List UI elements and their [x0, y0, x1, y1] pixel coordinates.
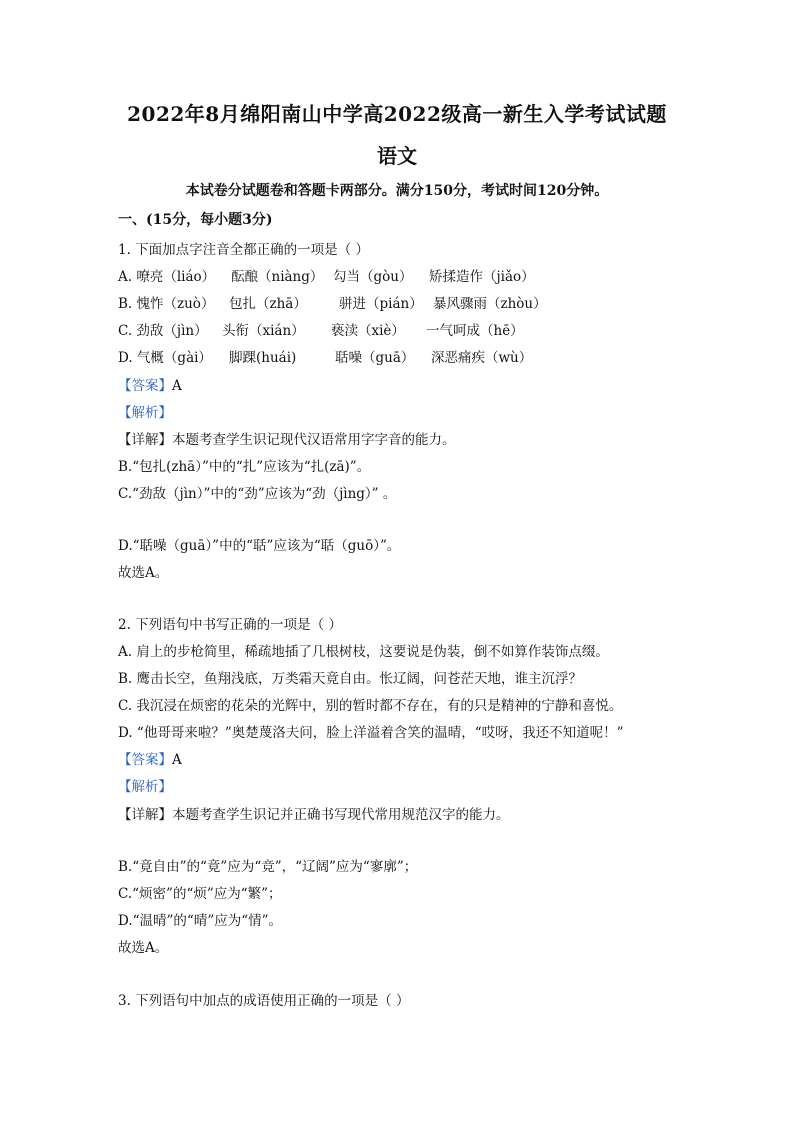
q2-detail [118, 806, 510, 824]
q1-explain-c: C.“劲敌（jìn）”中的“劲”应该为“劲（jìng）” 。 [118, 486, 397, 502]
q2-explain-c: C.“烦密”的“烦”应为“繁”； [118, 886, 282, 902]
subject-title: 语文 [377, 144, 417, 168]
q2-analysis-label: 【解析】 [118, 779, 172, 795]
q1-detail-text: 本题考查学生识记现代汉语常用字字音的能力。 [172, 432, 456, 448]
q1-answer [118, 377, 182, 395]
q1-explain-b: B.“包扎(zhā）”中的“扎”应该为“扎(zā)”。 [118, 459, 371, 475]
q2-detail-text: 本题考查学生识记并正确书写现代常用规范汉字的能力。 [172, 807, 510, 823]
q1-option-b-3: 骈进（pián） [339, 296, 423, 312]
q1-option-d-2: 脚踝(huái) [229, 350, 297, 366]
q2-detail-label: 【详解】 [118, 807, 172, 823]
exam-title: 2022年8月绵阳南山中学高2022级高一新生入学考试试题 [127, 102, 667, 126]
q1-analysis-label: 【解析】 [118, 405, 172, 421]
q1-detail [118, 431, 456, 449]
q1-option-c-4: 一气呵成（hē） [426, 323, 524, 339]
q2-answer-value: A [172, 752, 182, 768]
q1-option-b-4: 暴风骤雨（zhòu） [433, 296, 547, 312]
question-1-stem: 1. 下面加点字注音全都正确的一项是（ ） [118, 242, 369, 258]
q1-detail-label: 【详解】 [118, 432, 172, 448]
q1-option-d-4: 深恶痛疾（wù） [431, 350, 533, 366]
exam-note: 本试卷分试题卷和答题卡两部分。满分150分，考试时间120分钟。 [185, 183, 609, 199]
q1-option-d-1: D. 气概（gài） [118, 350, 212, 366]
question-2-stem: 2. 下列语句中书写正确的一项是（ ） [118, 617, 342, 633]
q1-option-a-2: 酝酿（niàng） [231, 269, 324, 285]
q1-option-c-1: C. 劲敌（jìn） [118, 323, 208, 339]
q1-explain-d: D.“聒噪（guā）”中的“聒”应该为“聒（guō）”。 [118, 538, 401, 554]
q1-conclusion: 故选A。 [118, 565, 169, 581]
q1-option-a-3: 勾当（gòu） [333, 269, 413, 285]
q1-option-c-2: 头衔（xián） [222, 323, 305, 339]
q1-option-a-4: 矫揉造作（jiǎo） [429, 269, 535, 285]
q2-option-d: D. “他哥哥来啦？”奥楚蔑洛夫问，脸上洋溢着含笑的温晴，“哎呀，我还不知道呢！” [118, 725, 624, 741]
q1-option-a-1: A. 嘹亮（liáo） [118, 269, 216, 285]
q2-option-a: A. 肩上的步枪简里，稀疏地插了几根树枝，这要说是伪装，倒不如算作装饰点缀。 [118, 644, 609, 660]
q2-answer [118, 751, 182, 769]
q2-answer-label: 【答案】 [118, 752, 172, 768]
q2-option-b: B. 鹰击长空，鱼翔浅底，万类霜天竟自由。怅辽阔，问苍茫天地，谁主沉浮？ [118, 671, 583, 687]
q2-conclusion: 故选A。 [118, 940, 169, 956]
q1-option-c-3: 亵渎（xiè） [331, 323, 405, 339]
q2-option-c: C. 我沉浸在烦密的花朵的光辉中，别的暂时都不存在，有的只是精神的宁静和喜悦。 [118, 698, 623, 714]
q1-answer-value: A [172, 378, 182, 394]
q1-option-b-1: B. 愧怍（zuò） [118, 296, 215, 312]
question-3-stem: 3. 下列语句中加点的成语使用正确的一项是（ ） [118, 993, 410, 1009]
q1-answer-label: 【答案】 [118, 378, 172, 394]
q2-explain-d: D.“温晴”的“晴”应为“情”。 [118, 913, 283, 929]
q1-option-b-2: 包扎（zhā） [229, 296, 307, 312]
section-heading: 一、(15分，每小题3分) [118, 212, 273, 228]
q2-explain-b: B.“竟自由”的“竟”应为“竞”，“辽阔”应为“寥廓”； [118, 859, 418, 875]
q1-option-d-3: 聒噪（guā） [335, 350, 415, 366]
